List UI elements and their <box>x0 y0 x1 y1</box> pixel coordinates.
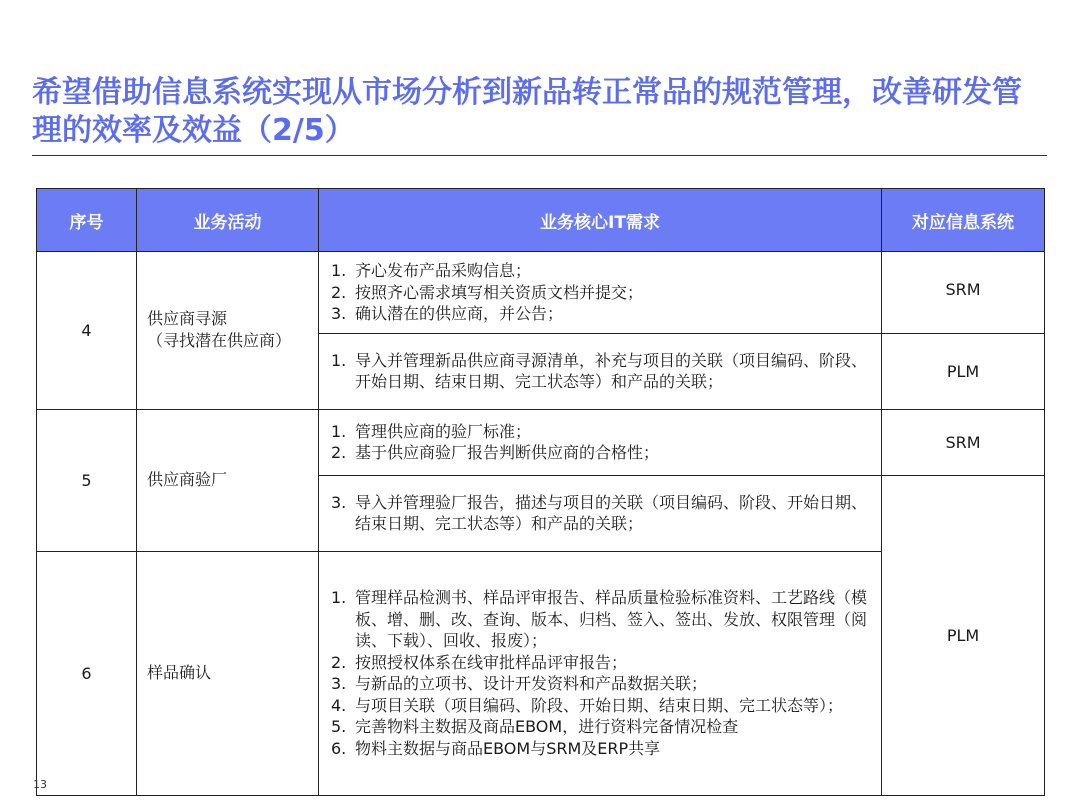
requirement-list <box>319 579 881 767</box>
item-number: 4. <box>331 695 347 715</box>
item-text: 按照齐心需求填写相关资质文档并提交； <box>355 282 644 302</box>
requirement-cell <box>319 475 882 551</box>
item-text: 确认潜在的供应商，并公告； <box>355 304 564 323</box>
requirement-cell <box>319 333 882 409</box>
requirement-cell <box>319 409 882 475</box>
item-number: 2. <box>331 652 347 672</box>
list-item <box>331 303 869 325</box>
activity-line: 样品确认 <box>147 663 212 682</box>
item-text: 物料主数据与商品EBOM与SRM及ERP共享 <box>355 738 661 758</box>
requirement-cell <box>319 551 882 795</box>
list-item <box>331 442 869 464</box>
item-text: 管理供应商的验厂标准； <box>355 421 532 441</box>
table-row <box>37 409 1045 475</box>
item-number: 5. <box>331 717 347 736</box>
system-cell: PLM <box>882 475 1045 795</box>
system-cell: SRM <box>882 409 1045 475</box>
seq-cell: 4 <box>37 252 137 410</box>
item-text: 与项目关联（项目编码、阶段、开始日期、结束日期、完工状态等）； <box>355 695 844 715</box>
list-item <box>331 587 869 652</box>
list-item <box>331 421 869 443</box>
item-text: 按照授权体系在线审批样品评审报告； <box>355 652 628 672</box>
item-text: 导入并管理验厂报告，描述与项目的关联（项目编码、阶段、开始日期、结束日期、完工状态等）和产品的关联； <box>355 492 868 533</box>
item-text: 基于供应商验厂报告判断供应商的合格性； <box>355 443 660 462</box>
item-text: 与新品的立项书、设计开发资料和产品数据关联； <box>355 674 708 693</box>
system-cell: PLM <box>882 333 1045 409</box>
header-seq: 序号 <box>37 189 137 252</box>
item-text: 导入并管理新品供应商寻源清单，补充与项目的关联（项目编码、阶段、开始日期、结束日期、完工状态等）和产品的关联； <box>355 350 868 391</box>
requirement-list <box>319 252 881 333</box>
list-item <box>331 260 869 282</box>
seq-cell: 6 <box>37 551 137 795</box>
item-number: 3. <box>331 674 347 693</box>
item-text: 齐心发布产品采购信息； <box>355 261 532 280</box>
item-number: 1. <box>331 421 347 441</box>
list-item <box>331 652 869 674</box>
requirement-list <box>319 342 881 401</box>
item-number: 3. <box>331 304 347 323</box>
activity-line: 供应商验厂 <box>147 470 228 489</box>
item-number: 6. <box>331 738 347 758</box>
activity-cell <box>137 252 319 410</box>
list-item <box>331 738 869 760</box>
activity-cell <box>137 409 319 551</box>
item-number: 3. <box>331 492 347 512</box>
header-requirement: 业务核心IT需求 <box>319 189 882 252</box>
item-text: 完善物料主数据及商品EBOM，进行资料完备情况检查 <box>355 717 739 736</box>
item-number: 2. <box>331 282 347 302</box>
list-item <box>331 492 869 535</box>
item-text: 管理样品检测书、样品评审报告、样品质量检验标准资料、工艺路线（模板、增、删、改、查询、版本、归档、签入、签出、发放、权限管理（阅读、下载）、回收、报废）； <box>355 588 868 650</box>
item-number: 1. <box>331 588 347 607</box>
title-divider <box>32 155 1047 156</box>
activity-line: （寻找潜在供应商） <box>147 331 292 351</box>
header-system: 对应信息系统 <box>882 189 1045 252</box>
list-item <box>331 350 869 393</box>
requirement-list <box>319 413 881 472</box>
item-number: 1. <box>331 261 347 280</box>
page-number: 13 <box>33 778 47 791</box>
list-item <box>331 282 869 304</box>
header-activity: 业务活动 <box>137 189 319 252</box>
list-item <box>331 673 869 695</box>
page-title: 希望借助信息系统实现从市场分析到新品转正常品的规范管理，改善研发管理的效率及效益（2/5） <box>32 75 1022 148</box>
item-number: 2. <box>331 443 347 462</box>
table-header-row <box>37 189 1045 252</box>
list-item <box>331 716 869 738</box>
system-cell: SRM <box>882 252 1045 334</box>
table-row <box>37 252 1045 334</box>
requirements-table <box>36 188 1045 796</box>
seq-cell: 5 <box>37 409 137 551</box>
item-number: 1. <box>331 350 347 370</box>
activity-line: 供应商寻源 <box>147 309 228 329</box>
requirement-list <box>319 484 881 543</box>
activity-cell <box>137 551 319 795</box>
list-item <box>331 695 869 717</box>
requirement-cell <box>319 252 882 334</box>
